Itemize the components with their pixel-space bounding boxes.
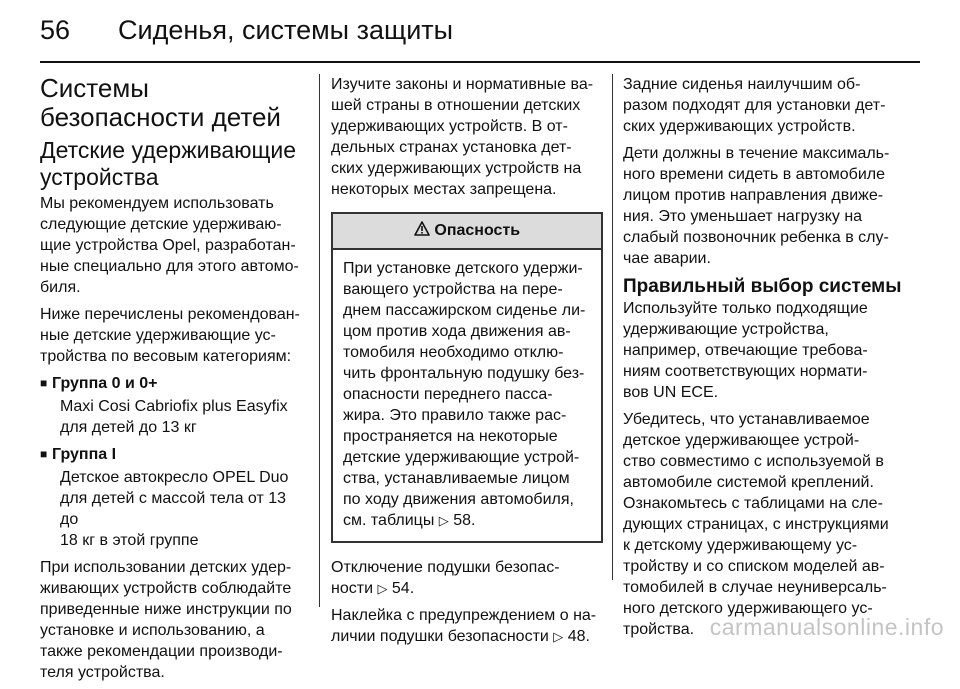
text-line: шей страны в отношении детских (331, 97, 581, 114)
text-line: некоторых местах запрещена. (331, 181, 557, 198)
text-line: удерживающих устройств. В от- (331, 118, 568, 135)
text-line: разом подходят для установки дет- (623, 97, 886, 114)
page-reference[interactable]: 58. (453, 512, 476, 529)
heading-line: Детские удерживающие (40, 137, 297, 163)
page-reference[interactable]: 54. (391, 580, 415, 597)
text-line: Maxi Cosi Cabriofix plus Easyfix (60, 398, 288, 415)
bullet-icon: ■ (40, 447, 48, 461)
text-line: например, отвечающие требова- (623, 342, 868, 359)
reference-arrow-icon[interactable]: ▷ (438, 513, 449, 528)
text-line: биля. (40, 279, 81, 296)
text-line: тройства. (623, 621, 695, 638)
heading-line: устройства (40, 164, 159, 190)
text-line: живающих устройств соблюдайте (40, 580, 292, 597)
text-line: Задние сиденья наилучшим об- (623, 76, 861, 93)
list-item (40, 444, 308, 465)
column-right (623, 74, 913, 646)
text-line: днем пассажирском сиденье ли- (343, 302, 586, 319)
warning-triangle-icon (414, 222, 434, 239)
text-line: При использовании детских удер- (40, 559, 292, 576)
paragraph (623, 409, 913, 640)
text-line: ских удерживающих устройств на (331, 160, 582, 177)
text-line: ности (331, 580, 373, 597)
heading-line: безопасности детей (40, 102, 281, 132)
text-line: Ознакомьтесь с таблицами на сле- (623, 495, 883, 512)
text-line: пространяется на некоторые (343, 428, 558, 445)
text-line: щие устройства Opel, разработан- (40, 237, 296, 254)
text-line: ния. Это уменьшает нагрузку на (623, 208, 863, 225)
text-line: жира. Это правило также рас- (343, 407, 567, 424)
text-line: ного детского удерживающего ус- (623, 600, 873, 617)
text-line: личии подушки безопасности (331, 628, 549, 645)
text-line: цом против хода движения ав- (343, 323, 571, 340)
header-rule (40, 61, 920, 63)
paragraph (40, 557, 308, 683)
warning-box (331, 212, 603, 543)
text-line: дующих страницах, с инструкциями (623, 516, 889, 533)
paragraph (40, 304, 308, 367)
text-line: автомобиле системой креплений. (623, 474, 874, 491)
text-line: Отключение подушки безопас- (331, 559, 560, 576)
reference-arrow-icon[interactable]: ▷ (377, 581, 388, 596)
text-line: удерживающие устройства, (623, 321, 829, 338)
text-line: Наклейка с предупреждением о на- (331, 607, 597, 624)
text-line: теля устройства. (40, 664, 165, 681)
text-line: томобиля необходимо отклю- (343, 344, 564, 361)
text-line: Убедитесь, что устанавливаемое (623, 411, 870, 428)
text-line: томобилей в случае неуниверсаль- (623, 579, 887, 596)
paragraph (623, 74, 913, 137)
page-header (40, 12, 920, 48)
column-middle (331, 74, 603, 653)
list-item (40, 373, 308, 394)
text-line: вающего устройства на пере- (343, 281, 563, 298)
text-line: ство совместимо с используемой в (623, 453, 884, 470)
text-line: Детское автокресло OPEL Duo (60, 469, 289, 486)
text-line: чить фронтальную подушку без- (343, 365, 585, 382)
text-line: дельных странах установка дет- (331, 139, 572, 156)
text-line: вов UN ECE. (623, 384, 719, 401)
section-title: Сиденья, системы защиты (118, 15, 454, 45)
page-reference[interactable]: 48. (567, 628, 590, 645)
text-line: также рекомендации производи- (40, 643, 283, 660)
text-line: тройству и со списком моделей ав- (623, 558, 885, 575)
text-line: ства, устанавливаемые лицом (343, 470, 570, 487)
text-line: опасности переднего пасса- (343, 386, 553, 403)
text-line: ного времени сидеть в автомобиле (623, 166, 885, 183)
text-line: 18 кг в этой группе (60, 532, 199, 549)
list-item-text (40, 396, 308, 438)
text-line: Используйте только подходящие (623, 300, 868, 317)
column-divider (612, 74, 613, 580)
text-line: ниям соответствующих нормати- (623, 363, 868, 380)
text-line: Мы рекомендуем использовать (40, 195, 274, 212)
text-line: ные детские удерживающие ус- (40, 327, 276, 344)
column-left (40, 74, 308, 689)
text-line: см. таблицы (343, 512, 435, 529)
text-line: При установке детского удержи- (343, 260, 583, 277)
text-line: тройства по весовым категориям: (40, 348, 292, 365)
bullet-icon: ■ (40, 376, 48, 390)
reference-arrow-icon[interactable]: ▷ (553, 629, 564, 644)
warning-body (333, 250, 601, 541)
paragraph (623, 298, 913, 403)
text-line: по ходу движения автомобиля, (343, 491, 574, 508)
chapter-heading (40, 74, 308, 132)
text-line: установке и использованию, а (40, 622, 265, 639)
list-item-title: Группа 0 и 0+ (52, 375, 158, 392)
paragraph (623, 143, 913, 269)
text-line: ских удерживающих устройств. (623, 118, 856, 135)
text-line: лицом против направления движе- (623, 187, 884, 204)
paragraph (331, 605, 603, 647)
text-line: приведенные ниже инструкции по (40, 601, 292, 618)
watermark: carmanualsonline.info (709, 614, 944, 640)
text-line: следующие детские удерживаю- (40, 216, 282, 233)
subsection-heading (40, 137, 308, 191)
column-divider (319, 74, 320, 607)
page-number: 56 (40, 15, 71, 45)
paragraph (40, 193, 308, 298)
text-line: чае аварии. (623, 250, 711, 267)
text-line: Дети должны в течение максималь- (623, 145, 890, 162)
text-line: детское удерживающее устрой- (623, 432, 860, 449)
warning-header (333, 214, 601, 250)
text-line: ные специально для этого автомо- (40, 258, 299, 275)
text-line: к детскому удерживающему ус- (623, 537, 858, 554)
text-line: детские удерживающие устрой- (343, 449, 580, 466)
subsection-heading: Правильный выбор системы (623, 276, 902, 297)
warning-title: Опасность (434, 222, 521, 239)
paragraph (331, 557, 603, 599)
text-line: слабый позвоночник ребенка в слу- (623, 229, 889, 246)
text-line: Ниже перечислены рекомендован- (40, 306, 300, 323)
text-line: для детей с массой тела от 13 до (60, 490, 287, 528)
text-line: для детей до 13 кг (60, 419, 197, 436)
heading-line: Системы (40, 73, 149, 103)
list-item-title: Группа I (52, 446, 117, 463)
list-item-text (40, 467, 308, 551)
paragraph (331, 74, 603, 200)
text-line: Изучите законы и нормативные ва- (331, 76, 594, 93)
